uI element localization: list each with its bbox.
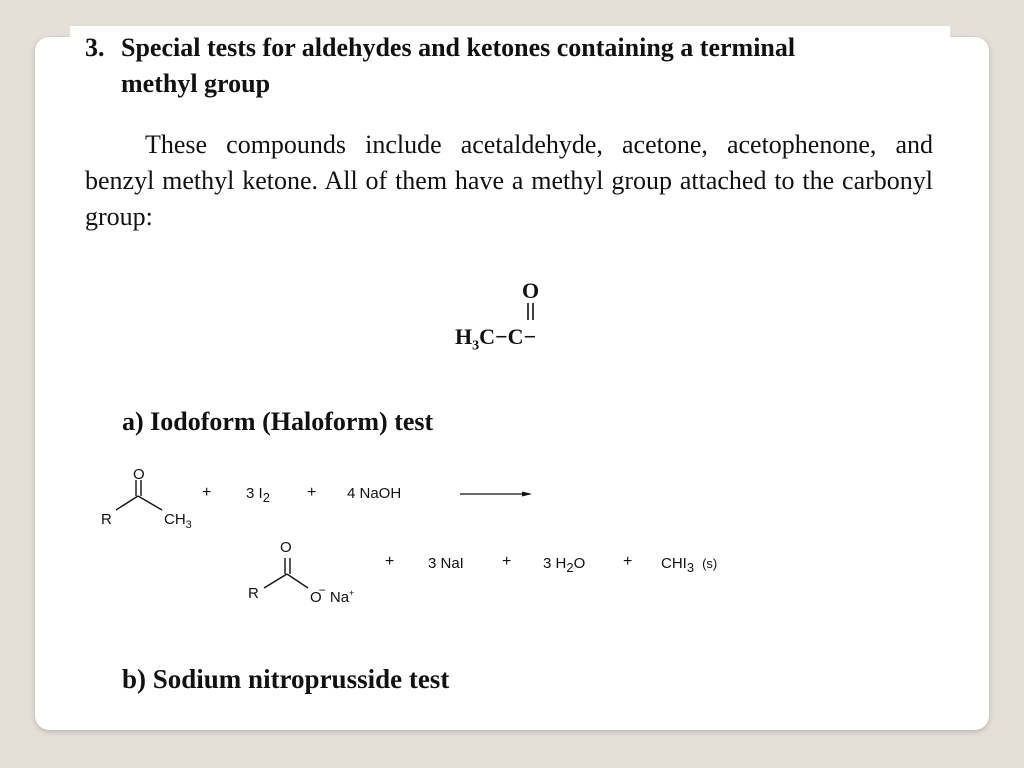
negative-charge: − [318, 583, 326, 597]
water-subscript: 2 [566, 560, 574, 575]
product-carboxylate [310, 585, 354, 606]
structure-oxygen: O [522, 278, 540, 303]
iodine-coef: 3 I [246, 485, 263, 502]
plus-sign-4: + [502, 553, 512, 570]
intro-paragraph: These compounds include acetaldehyde, acetone, acetophenone, and benzyl methyl ketone. All of them have a methyl group attached to the carbonyl group: [85, 130, 933, 231]
reactant-oxygen: O [133, 466, 145, 483]
product-sodium: Na [329, 589, 350, 606]
naoh-reagent: 4 NaOH [347, 485, 402, 502]
iodoform-formula: CHI [661, 555, 687, 572]
structure-h-subscript: 3 [472, 338, 480, 354]
iodoform-product [661, 555, 717, 575]
structure-h: H [455, 324, 473, 349]
reactant-r-group: R [101, 511, 112, 528]
precipitate-state: (s) [702, 556, 718, 571]
product-r-group: R [248, 585, 259, 602]
plus-sign-3: + [385, 553, 395, 570]
slide-content [70, 26, 950, 716]
water-coef: 3 H [543, 555, 567, 572]
subheading-nitroprusside-test: b) Sodium nitroprusside test [122, 664, 450, 694]
structure-bond-1: − [495, 324, 508, 349]
reaction-arrow-icon [460, 488, 540, 500]
plus-sign-1: + [202, 484, 212, 501]
double-bond-icon [525, 303, 537, 321]
product-o-minus: O [310, 589, 322, 606]
subheading-iodoform-test: a) Iodoform (Haloform) test [122, 407, 434, 436]
structure-c1: C [479, 324, 496, 349]
iodoform-subscript: 3 [686, 560, 695, 575]
structure-formula [455, 324, 536, 354]
heading-line-2: methyl group [121, 69, 271, 98]
water-product [543, 555, 585, 575]
positive-charge: + [349, 588, 355, 598]
product-oxygen: O [280, 539, 292, 556]
reactant-methyl [164, 511, 192, 531]
section-heading [85, 30, 933, 102]
water-oxygen: O [573, 555, 586, 572]
structure-c2: C [507, 324, 524, 349]
heading-line-1: Special tests for aldehydes and ketones containing a terminal [121, 33, 796, 62]
plus-sign-5: + [623, 553, 633, 570]
reactant-ch-subscript: 3 [185, 519, 192, 531]
plus-sign-2: + [307, 484, 317, 501]
iodine-subscript: 2 [262, 490, 270, 505]
nai-product: 3 NaI [428, 555, 464, 572]
reactant-ch: CH [164, 511, 186, 528]
structure-bond-2: − [523, 324, 536, 349]
iodine-reagent [246, 485, 270, 505]
heading-number: 3. [85, 33, 105, 62]
